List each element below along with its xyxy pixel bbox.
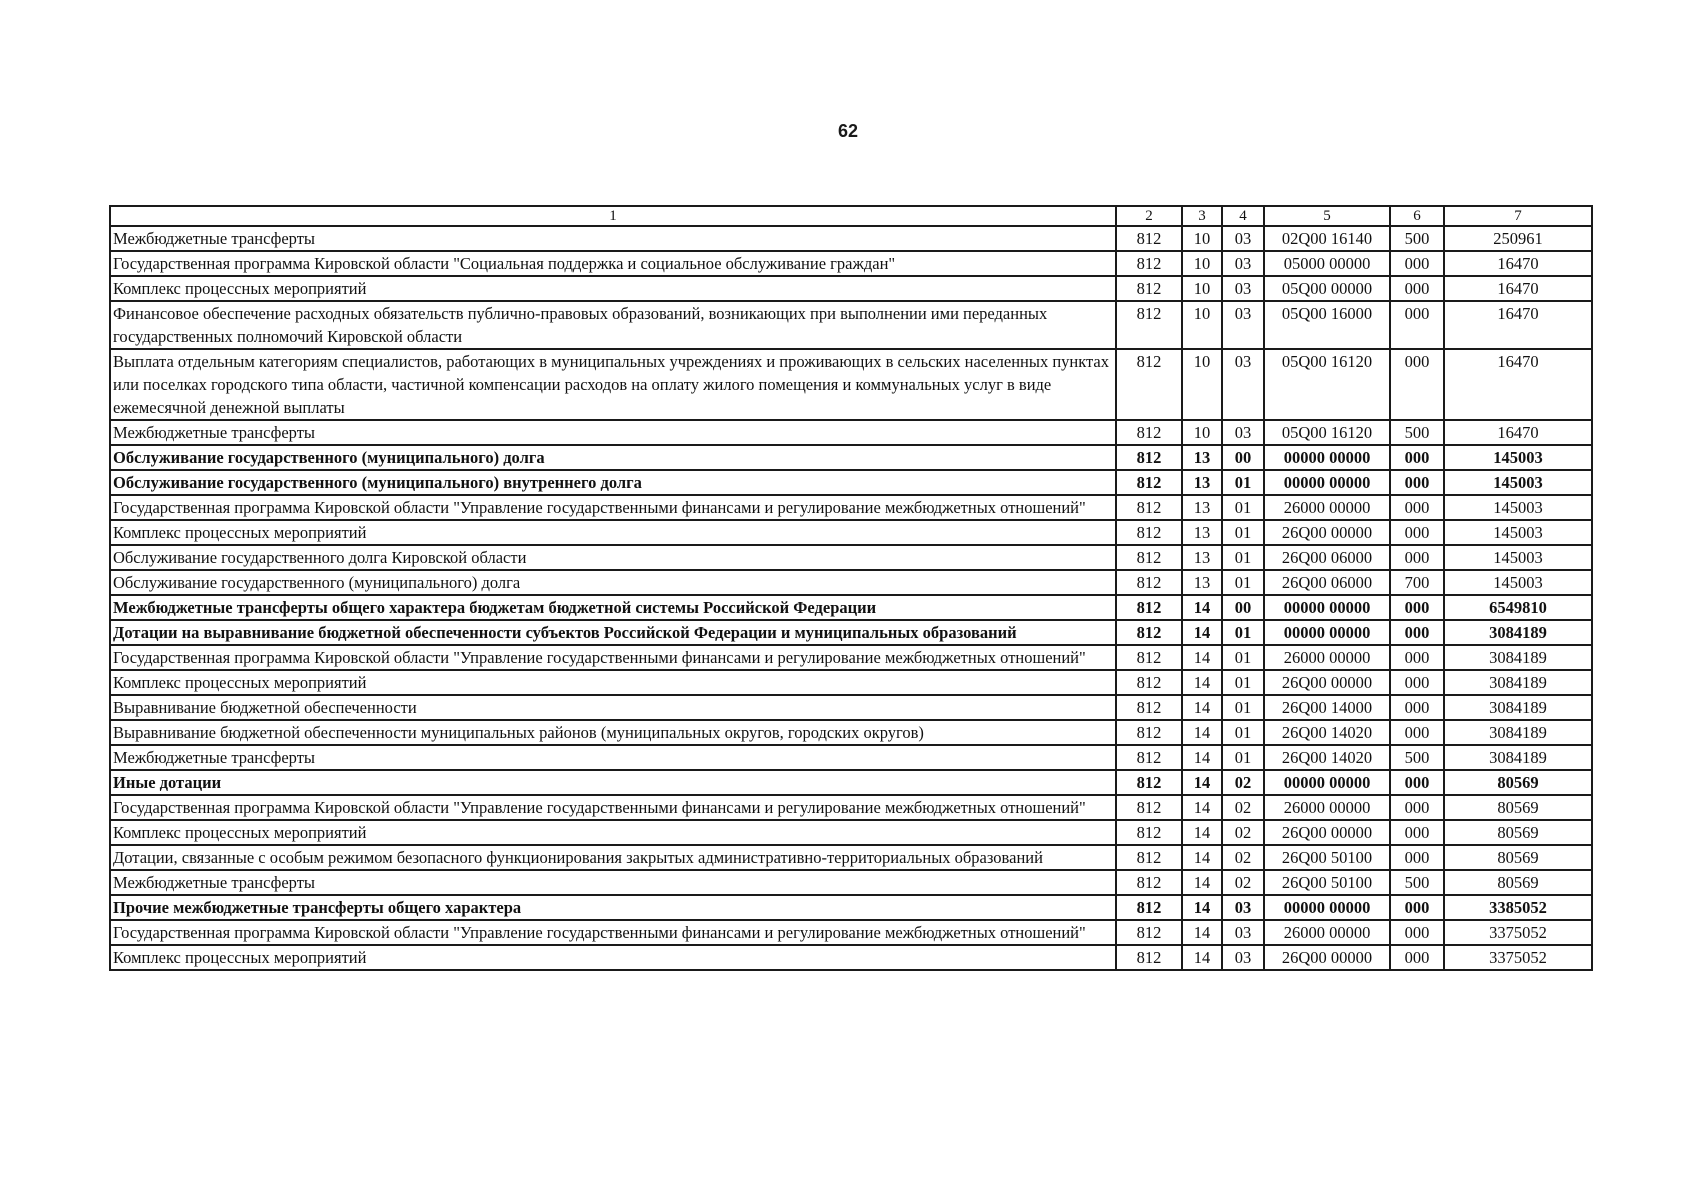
row-subsection-cell: 01	[1222, 745, 1264, 770]
row-code-cell: 812	[1116, 845, 1182, 870]
row-amount-cell: 145003	[1444, 470, 1592, 495]
row-subsection-cell: 01	[1222, 545, 1264, 570]
row-name-cell: Государственная программа Кировской области "Социальная поддержка и социальное обслуживание граждан"	[110, 251, 1116, 276]
table-row	[110, 470, 1592, 495]
row-name-cell: Комплекс процессных мероприятий	[110, 670, 1116, 695]
row-code-cell: 812	[1116, 251, 1182, 276]
row-section-cell: 14	[1182, 695, 1222, 720]
table-row	[110, 870, 1592, 895]
table-row	[110, 420, 1592, 445]
row-code-cell: 812	[1116, 770, 1182, 795]
row-target-article-cell: 26Q00 14020	[1264, 745, 1390, 770]
row-expense-type-cell: 700	[1390, 570, 1444, 595]
row-target-article-cell: 26Q00 14000	[1264, 695, 1390, 720]
table-row	[110, 845, 1592, 870]
row-amount-cell: 3084189	[1444, 645, 1592, 670]
row-expense-type-cell: 000	[1390, 920, 1444, 945]
column-header: 3	[1182, 206, 1222, 226]
row-expense-type-cell: 500	[1390, 745, 1444, 770]
row-code-cell: 812	[1116, 720, 1182, 745]
row-target-article-cell: 00000 00000	[1264, 770, 1390, 795]
row-code-cell: 812	[1116, 920, 1182, 945]
row-amount-cell: 16470	[1444, 251, 1592, 276]
table-row	[110, 226, 1592, 251]
row-code-cell: 812	[1116, 620, 1182, 645]
row-code-cell: 812	[1116, 301, 1182, 349]
row-target-article-cell: 26Q00 06000	[1264, 570, 1390, 595]
column-header: 6	[1390, 206, 1444, 226]
row-code-cell: 812	[1116, 226, 1182, 251]
row-name-cell: Государственная программа Кировской области "Управление государственными финансами и регулирование межбюджетных отношений"	[110, 795, 1116, 820]
row-expense-type-cell: 000	[1390, 895, 1444, 920]
row-amount-cell: 16470	[1444, 276, 1592, 301]
row-subsection-cell: 02	[1222, 845, 1264, 870]
row-section-cell: 14	[1182, 770, 1222, 795]
row-target-article-cell: 26Q00 00000	[1264, 670, 1390, 695]
row-subsection-cell: 00	[1222, 445, 1264, 470]
row-code-cell: 812	[1116, 895, 1182, 920]
column-header: 7	[1444, 206, 1592, 226]
row-subsection-cell: 03	[1222, 276, 1264, 301]
row-target-article-cell: 00000 00000	[1264, 445, 1390, 470]
row-code-cell: 812	[1116, 470, 1182, 495]
row-subsection-cell: 03	[1222, 251, 1264, 276]
table-body	[110, 226, 1592, 970]
table-row	[110, 895, 1592, 920]
row-expense-type-cell: 000	[1390, 349, 1444, 420]
row-section-cell: 13	[1182, 470, 1222, 495]
row-expense-type-cell: 000	[1390, 845, 1444, 870]
row-subsection-cell: 03	[1222, 301, 1264, 349]
row-subsection-cell: 01	[1222, 620, 1264, 645]
row-name-cell: Межбюджетные трансферты	[110, 745, 1116, 770]
row-amount-cell: 80569	[1444, 795, 1592, 820]
row-name-cell: Иные дотации	[110, 770, 1116, 795]
row-section-cell: 14	[1182, 595, 1222, 620]
row-subsection-cell: 02	[1222, 820, 1264, 845]
row-amount-cell: 80569	[1444, 820, 1592, 845]
table-row	[110, 301, 1592, 349]
row-name-cell: Обслуживание государственного долга Кировской области	[110, 545, 1116, 570]
row-expense-type-cell: 000	[1390, 620, 1444, 645]
row-code-cell: 812	[1116, 595, 1182, 620]
row-code-cell: 812	[1116, 670, 1182, 695]
row-section-cell: 13	[1182, 570, 1222, 595]
row-subsection-cell: 01	[1222, 470, 1264, 495]
row-expense-type-cell: 000	[1390, 820, 1444, 845]
row-name-cell: Выплата отдельным категориям специалистов, работающих в муниципальных учреждениях и проживающих в сельских населенных пунктах или поселках городского типа области, частичной компенсации расходов на оплату жилого помещения и коммунальных услуг в виде ежемесячной денежной выплаты	[110, 349, 1116, 420]
row-name-cell: Межбюджетные трансферты	[110, 870, 1116, 895]
row-name-cell: Обслуживание государственного (муниципального) долга	[110, 445, 1116, 470]
row-section-cell: 10	[1182, 420, 1222, 445]
row-subsection-cell: 01	[1222, 645, 1264, 670]
row-target-article-cell: 05Q00 16120	[1264, 420, 1390, 445]
row-name-cell: Межбюджетные трансферты	[110, 226, 1116, 251]
row-name-cell: Межбюджетные трансферты	[110, 420, 1116, 445]
row-code-cell: 812	[1116, 570, 1182, 595]
table-row	[110, 770, 1592, 795]
row-section-cell: 14	[1182, 670, 1222, 695]
row-amount-cell: 3084189	[1444, 695, 1592, 720]
table-row	[110, 920, 1592, 945]
row-amount-cell: 16470	[1444, 349, 1592, 420]
row-name-cell: Государственная программа Кировской области "Управление государственными финансами и регулирование межбюджетных отношений"	[110, 645, 1116, 670]
row-name-cell: Комплекс процессных мероприятий	[110, 520, 1116, 545]
row-subsection-cell: 03	[1222, 226, 1264, 251]
row-section-cell: 14	[1182, 845, 1222, 870]
row-target-article-cell: 26Q00 00000	[1264, 820, 1390, 845]
row-section-cell: 13	[1182, 445, 1222, 470]
row-expense-type-cell: 000	[1390, 670, 1444, 695]
row-target-article-cell: 26Q00 14020	[1264, 720, 1390, 745]
row-target-article-cell: 05000 00000	[1264, 251, 1390, 276]
row-subsection-cell: 03	[1222, 895, 1264, 920]
column-header: 4	[1222, 206, 1264, 226]
row-expense-type-cell: 000	[1390, 301, 1444, 349]
row-expense-type-cell: 000	[1390, 595, 1444, 620]
row-subsection-cell: 02	[1222, 770, 1264, 795]
row-amount-cell: 145003	[1444, 495, 1592, 520]
table-row	[110, 251, 1592, 276]
row-subsection-cell: 01	[1222, 695, 1264, 720]
row-amount-cell: 3385052	[1444, 895, 1592, 920]
column-header: 2	[1116, 206, 1182, 226]
row-target-article-cell: 26000 00000	[1264, 645, 1390, 670]
row-amount-cell: 3084189	[1444, 620, 1592, 645]
row-target-article-cell: 26Q00 50100	[1264, 870, 1390, 895]
row-amount-cell: 3084189	[1444, 720, 1592, 745]
row-target-article-cell: 26Q00 50100	[1264, 845, 1390, 870]
row-section-cell: 13	[1182, 495, 1222, 520]
table-row	[110, 645, 1592, 670]
row-code-cell: 812	[1116, 695, 1182, 720]
row-section-cell: 14	[1182, 895, 1222, 920]
row-name-cell: Комплекс процессных мероприятий	[110, 945, 1116, 970]
row-name-cell: Государственная программа Кировской области "Управление государственными финансами и регулирование межбюджетных отношений"	[110, 920, 1116, 945]
row-target-article-cell: 05Q00 00000	[1264, 276, 1390, 301]
row-subsection-cell: 03	[1222, 945, 1264, 970]
row-code-cell: 812	[1116, 795, 1182, 820]
row-name-cell: Дотации, связанные с особым режимом безопасного функционирования закрытых административно-территориальных образований	[110, 845, 1116, 870]
table-row	[110, 695, 1592, 720]
row-section-cell: 14	[1182, 920, 1222, 945]
row-section-cell: 13	[1182, 545, 1222, 570]
table-row	[110, 945, 1592, 970]
row-expense-type-cell: 000	[1390, 445, 1444, 470]
table-row	[110, 595, 1592, 620]
row-expense-type-cell: 500	[1390, 420, 1444, 445]
row-name-cell: Межбюджетные трансферты общего характера бюджетам бюджетной системы Российской Федерации	[110, 595, 1116, 620]
row-subsection-cell: 01	[1222, 495, 1264, 520]
table-row	[110, 276, 1592, 301]
row-section-cell: 14	[1182, 620, 1222, 645]
row-target-article-cell: 00000 00000	[1264, 895, 1390, 920]
column-header: 1	[110, 206, 1116, 226]
row-amount-cell: 6549810	[1444, 595, 1592, 620]
row-amount-cell: 145003	[1444, 520, 1592, 545]
row-target-article-cell: 05Q00 16000	[1264, 301, 1390, 349]
row-section-cell: 14	[1182, 870, 1222, 895]
row-section-cell: 14	[1182, 745, 1222, 770]
row-amount-cell: 16470	[1444, 301, 1592, 349]
row-target-article-cell: 26Q00 00000	[1264, 520, 1390, 545]
row-expense-type-cell: 000	[1390, 770, 1444, 795]
table-row	[110, 495, 1592, 520]
row-name-cell: Прочие межбюджетные трансферты общего характера	[110, 895, 1116, 920]
row-target-article-cell: 26000 00000	[1264, 795, 1390, 820]
row-expense-type-cell: 000	[1390, 520, 1444, 545]
row-amount-cell: 145003	[1444, 445, 1592, 470]
row-name-cell: Выравнивание бюджетной обеспеченности муниципальных районов (муниципальных округов, городских округов)	[110, 720, 1116, 745]
row-target-article-cell: 02Q00 16140	[1264, 226, 1390, 251]
row-subsection-cell: 00	[1222, 595, 1264, 620]
row-section-cell: 14	[1182, 945, 1222, 970]
row-expense-type-cell: 000	[1390, 695, 1444, 720]
row-code-cell: 812	[1116, 520, 1182, 545]
row-target-article-cell: 05Q00 16120	[1264, 349, 1390, 420]
row-code-cell: 812	[1116, 545, 1182, 570]
row-section-cell: 10	[1182, 301, 1222, 349]
table-row	[110, 720, 1592, 745]
table-row	[110, 349, 1592, 420]
row-expense-type-cell: 000	[1390, 276, 1444, 301]
row-expense-type-cell: 000	[1390, 470, 1444, 495]
row-name-cell: Финансовое обеспечение расходных обязательств публично-правовых образований, возникающих при выполнении ими переданных государственных полномочий Кировской области	[110, 301, 1116, 349]
row-amount-cell: 80569	[1444, 870, 1592, 895]
row-target-article-cell: 00000 00000	[1264, 620, 1390, 645]
row-subsection-cell: 02	[1222, 795, 1264, 820]
row-amount-cell: 250961	[1444, 226, 1592, 251]
row-section-cell: 10	[1182, 276, 1222, 301]
row-section-cell: 10	[1182, 251, 1222, 276]
row-expense-type-cell: 500	[1390, 870, 1444, 895]
row-expense-type-cell: 000	[1390, 495, 1444, 520]
row-target-article-cell: 26Q00 06000	[1264, 545, 1390, 570]
row-code-cell: 812	[1116, 945, 1182, 970]
row-section-cell: 13	[1182, 520, 1222, 545]
row-section-cell: 14	[1182, 820, 1222, 845]
table-header-row	[110, 206, 1592, 226]
row-amount-cell: 145003	[1444, 545, 1592, 570]
row-subsection-cell: 01	[1222, 570, 1264, 595]
row-code-cell: 812	[1116, 645, 1182, 670]
budget-table	[109, 205, 1593, 971]
row-amount-cell: 80569	[1444, 845, 1592, 870]
table-row	[110, 570, 1592, 595]
row-code-cell: 812	[1116, 820, 1182, 845]
column-header: 5	[1264, 206, 1390, 226]
table-row	[110, 820, 1592, 845]
row-code-cell: 812	[1116, 495, 1182, 520]
row-subsection-cell: 01	[1222, 670, 1264, 695]
row-code-cell: 812	[1116, 745, 1182, 770]
row-target-article-cell: 00000 00000	[1264, 595, 1390, 620]
row-code-cell: 812	[1116, 276, 1182, 301]
row-expense-type-cell: 000	[1390, 645, 1444, 670]
row-subsection-cell: 03	[1222, 920, 1264, 945]
row-amount-cell: 16470	[1444, 420, 1592, 445]
row-amount-cell: 3084189	[1444, 670, 1592, 695]
row-section-cell: 14	[1182, 645, 1222, 670]
table-row	[110, 795, 1592, 820]
row-code-cell: 812	[1116, 870, 1182, 895]
table-row	[110, 745, 1592, 770]
row-subsection-cell: 02	[1222, 870, 1264, 895]
row-amount-cell: 3375052	[1444, 945, 1592, 970]
table-row	[110, 620, 1592, 645]
row-section-cell: 10	[1182, 226, 1222, 251]
row-code-cell: 812	[1116, 420, 1182, 445]
row-expense-type-cell: 000	[1390, 945, 1444, 970]
row-amount-cell: 80569	[1444, 770, 1592, 795]
row-name-cell: Выравнивание бюджетной обеспеченности	[110, 695, 1116, 720]
row-section-cell: 14	[1182, 795, 1222, 820]
row-target-article-cell: 26000 00000	[1264, 495, 1390, 520]
row-amount-cell: 3375052	[1444, 920, 1592, 945]
row-name-cell: Комплекс процессных мероприятий	[110, 820, 1116, 845]
row-amount-cell: 3084189	[1444, 745, 1592, 770]
row-subsection-cell: 01	[1222, 520, 1264, 545]
row-name-cell: Комплекс процессных мероприятий	[110, 276, 1116, 301]
table-row	[110, 445, 1592, 470]
row-target-article-cell: 00000 00000	[1264, 470, 1390, 495]
row-name-cell: Обслуживание государственного (муниципального) долга	[110, 570, 1116, 595]
row-target-article-cell: 26Q00 00000	[1264, 945, 1390, 970]
row-code-cell: 812	[1116, 349, 1182, 420]
row-section-cell: 10	[1182, 349, 1222, 420]
table-row	[110, 670, 1592, 695]
row-expense-type-cell: 000	[1390, 251, 1444, 276]
row-name-cell: Дотации на выравнивание бюджетной обеспеченности субъектов Российской Федерации и муниципальных образований	[110, 620, 1116, 645]
row-code-cell: 812	[1116, 445, 1182, 470]
row-target-article-cell: 26000 00000	[1264, 920, 1390, 945]
row-subsection-cell: 03	[1222, 420, 1264, 445]
row-amount-cell: 145003	[1444, 570, 1592, 595]
row-expense-type-cell: 000	[1390, 795, 1444, 820]
table-row	[110, 520, 1592, 545]
row-subsection-cell: 01	[1222, 720, 1264, 745]
row-section-cell: 14	[1182, 720, 1222, 745]
row-name-cell: Государственная программа Кировской области "Управление государственными финансами и регулирование межбюджетных отношений"	[110, 495, 1116, 520]
page-number: 62	[837, 121, 859, 141]
row-name-cell: Обслуживание государственного (муниципального) внутреннего долга	[110, 470, 1116, 495]
row-expense-type-cell: 500	[1390, 226, 1444, 251]
row-expense-type-cell: 000	[1390, 545, 1444, 570]
row-subsection-cell: 03	[1222, 349, 1264, 420]
row-expense-type-cell: 000	[1390, 720, 1444, 745]
table-row	[110, 545, 1592, 570]
